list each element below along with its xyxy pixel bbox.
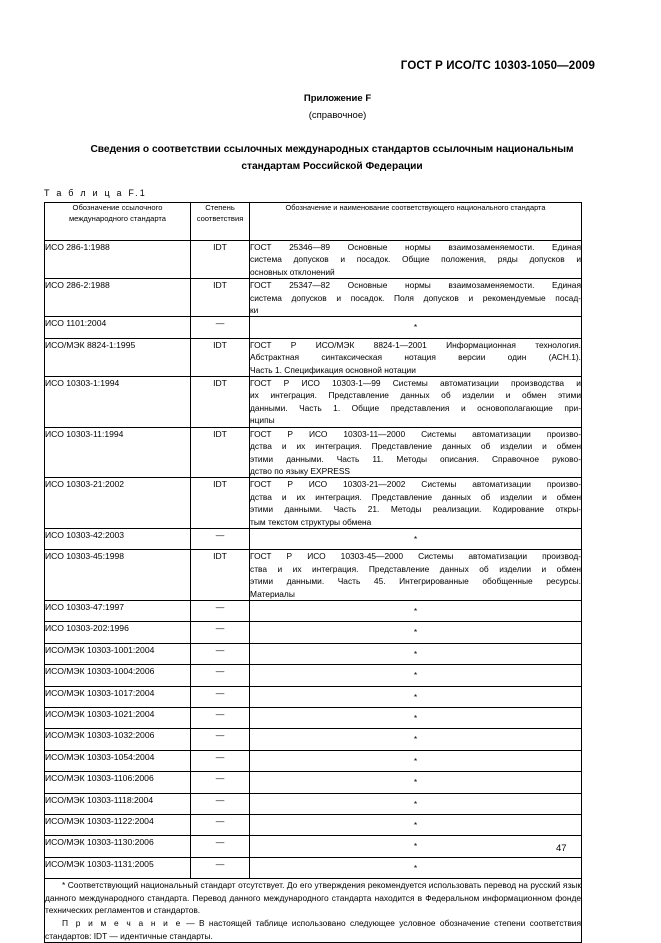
cell-text-line: основных отклонений [250, 266, 335, 277]
cell-national-standard [250, 643, 582, 664]
cell-national-standard [250, 815, 582, 836]
cell-text-line: * [413, 322, 418, 333]
cell-national-standard [250, 279, 582, 317]
cell-national-standard [250, 528, 582, 549]
cell-reference-standard: ИСО/МЭК 10303-1021:2004 [45, 708, 191, 729]
cell-reference-standard: ИСО 10303-47:1997 [45, 600, 191, 621]
footnote-star [45, 879, 581, 917]
cell-degree: — [191, 729, 250, 750]
cell-text-line: * [413, 713, 418, 723]
cell-national-standard [250, 750, 582, 771]
cell-text-line: система допусков и посадок. Общие положения, ряды допусков и [250, 254, 581, 265]
cell-reference-standard: ИСО 10303-21:2002 [45, 478, 191, 529]
cell-text-line: ГОСТ Р ИСО 10303-21—2002 Системы автоматизации произво- [250, 479, 581, 490]
cell-national-standard [250, 772, 582, 793]
cell-text-line: ГОСТ Р ИСО 10303-11—2000 Системы автоматизации произво- [250, 428, 581, 439]
page-title [44, 142, 620, 175]
table-row [45, 317, 582, 338]
footnote-note [45, 917, 581, 942]
page-title-line-2: стандартам Российской Федерации [241, 160, 423, 172]
cell-national-standard [250, 317, 582, 338]
cell-national-standard [250, 665, 582, 686]
table-row [45, 750, 582, 771]
cell-reference-standard: ИСО/МЭК 10303-1131:2005 [45, 857, 191, 878]
cell-text-line: * [413, 691, 418, 702]
table-row [45, 665, 582, 686]
correspondence-table [44, 202, 582, 943]
cell-text-line: Часть 1. Спецификация основной нотации [250, 364, 416, 375]
cell-reference-standard: ИСО 10303-202:1996 [45, 622, 191, 643]
standard-header: ГОСТ Р ИСО/ТС 10303-1050—2009 [400, 60, 595, 72]
cell-text-line: ства и их интеграция. Представление данных об изделии и обмен [250, 563, 581, 574]
cell-text-line: этими данными. Часть 45. Интегрированные обобщенные ресурсы. [250, 576, 581, 587]
cell-text-line: Материалы [250, 588, 295, 599]
cell-degree: IDT [191, 427, 250, 478]
cell-degree: — [191, 600, 250, 621]
cell-text-line: дство по языку EXPRESS [250, 465, 351, 476]
cell-national-standard [250, 338, 582, 376]
cell-reference-standard: ИСО/МЭК 10303-1106:2006 [45, 772, 191, 793]
cell-text-line: * [413, 798, 418, 809]
cell-degree: IDT [191, 241, 250, 279]
cell-reference-standard: ИСО/МЭК 10303-1118:2004 [45, 793, 191, 814]
cell-national-standard [250, 836, 582, 857]
cell-text-line: * [413, 755, 418, 766]
cell-text-line: нципы [250, 415, 275, 426]
cell-degree: IDT [191, 377, 250, 428]
footnote-star-line-2: перевод на русский язык данного международного стандарта. Перевод данного международного стандарта [45, 880, 581, 903]
cell-text-line: этими данными. Часть 21. Методы реализации. Кодирование откры- [250, 504, 581, 515]
table-row [45, 772, 582, 793]
table-row [45, 600, 582, 621]
table-row [45, 815, 582, 836]
cell-text-line: их интеграция. Представление данных об изделии и обмен этими [250, 390, 581, 401]
cell-reference-standard: ИСО/МЭК 10303-1001:2004 [45, 643, 191, 664]
table-row [45, 622, 582, 643]
cell-reference-standard: ИСО 10303-45:1998 [45, 550, 191, 601]
table-body [45, 241, 582, 879]
cell-reference-standard: ИСО 10303-42:2003 [45, 528, 191, 549]
cell-text-line: * [413, 777, 418, 788]
cell-text-line: * [413, 734, 418, 745]
column-header-reference-standard: Обозначение ссылочного международного стандарта [45, 203, 191, 241]
table-row [45, 836, 582, 857]
cell-text-line: ГОСТ Р ИСО/МЭК 8824-1—2001 Информационная технология. [250, 339, 581, 350]
footnote-row [45, 879, 582, 943]
cell-degree: — [191, 857, 250, 878]
cell-degree: — [191, 750, 250, 771]
cell-national-standard [250, 622, 582, 643]
footnote-cell [45, 879, 582, 943]
cell-national-standard [250, 478, 582, 529]
cell-reference-standard: ИСО/МЭК 10303-1130:2006 [45, 836, 191, 857]
table-row [45, 241, 582, 279]
cell-text-line: дства и их интеграция. Представление данных об изделии и обмен [250, 491, 581, 502]
column-header-degree: Степень соответствия [191, 203, 250, 241]
cell-national-standard [250, 793, 582, 814]
cell-national-standard [250, 729, 582, 750]
cell-reference-standard: ИСО 1101:2004 [45, 317, 191, 338]
cell-text-line: * [413, 841, 418, 852]
cell-text-line: * [413, 605, 418, 616]
cell-degree: — [191, 686, 250, 707]
cell-text-line: ГОСТ Р ИСО 10303-45—2000 Системы автоматизации производ- [250, 551, 581, 562]
cell-degree: — [191, 528, 250, 549]
page-title-line-1: Сведения о соответствии ссылочных международных стандартов ссылочным национальным [90, 144, 574, 155]
cell-reference-standard: ИСО/МЭК 10303-1032:2006 [45, 729, 191, 750]
cell-reference-standard: ИСО 286-2:1988 [45, 279, 191, 317]
cell-national-standard [250, 708, 582, 729]
table-header-row [45, 203, 582, 241]
cell-degree: IDT [191, 550, 250, 601]
cell-text-line: * [413, 648, 418, 659]
cell-text-line: дства и их интеграция. Представление данных об изделии и обмен [250, 441, 581, 452]
cell-text-line: * [413, 820, 418, 831]
cell-text-line: * [413, 533, 418, 544]
cell-text-line: * [413, 862, 418, 873]
footnote-star-line-1: * Соответствующий национальный стандарт отсутствует. До его утверждения рекомендуется использовать [62, 880, 482, 891]
cell-degree: — [191, 793, 250, 814]
table-row [45, 427, 582, 478]
cell-national-standard [250, 857, 582, 878]
cell-degree: — [191, 772, 250, 793]
table-row [45, 729, 582, 750]
table-row [45, 279, 582, 317]
cell-degree: — [191, 815, 250, 836]
cell-text-line: * [413, 670, 418, 681]
cell-degree: IDT [191, 279, 250, 317]
cell-national-standard [250, 377, 582, 428]
table-foot [45, 879, 582, 943]
cell-reference-standard: ИСО 10303-11:1994 [45, 427, 191, 478]
table-row [45, 686, 582, 707]
footnote-star-line-3: находится в Федеральном информационном фонде технических регламентов и стандартов. [45, 892, 582, 916]
table-row [45, 643, 582, 664]
cell-reference-standard: ИСО 286-1:1988 [45, 241, 191, 279]
cell-degree: — [191, 317, 250, 338]
table-row [45, 338, 582, 376]
cell-text-line: ки [250, 305, 259, 316]
cell-national-standard [250, 427, 582, 478]
cell-text-line: * [413, 627, 418, 638]
cell-reference-standard: ИСО/МЭК 10303-1004:2006 [45, 665, 191, 686]
cell-text-line: Абстрактная синтаксическая нотация версии один (АСН.1). [250, 352, 581, 363]
cell-national-standard [250, 600, 582, 621]
table-head [45, 203, 582, 241]
table-row [45, 377, 582, 428]
cell-national-standard [250, 241, 582, 279]
cell-degree: — [191, 665, 250, 686]
cell-degree: IDT [191, 338, 250, 376]
cell-text-line: ГОСТ Р ИСО 10303-1—99 Системы автоматизации производства и [250, 378, 581, 389]
table-row [45, 793, 582, 814]
annex-type: (справочное) [308, 110, 367, 121]
cell-national-standard [250, 550, 582, 601]
cell-text-line: данными. Часть 1. Общие представления и основополагающие при- [250, 402, 581, 413]
cell-reference-standard: ИСО 10303-1:1994 [45, 377, 191, 428]
table-row [45, 528, 582, 549]
cell-degree: IDT [191, 478, 250, 529]
footnote-note-label: П р и м е ч а н и е [62, 918, 182, 929]
cell-text-line: этими данными. Часть 11. Методы описания. Справочное руково- [250, 453, 581, 464]
page-number: 47 [556, 843, 567, 854]
footnote-note-line-2: соответствия стандартов: IDT — идентичные стандарты. [45, 918, 582, 941]
cell-text-line: тым текстом структуры обмена [250, 516, 372, 527]
cell-national-standard [250, 686, 582, 707]
table-row [45, 550, 582, 601]
table-row [45, 478, 582, 529]
cell-degree: — [191, 708, 250, 729]
cell-reference-standard: ИСО/МЭК 10303-1122:2004 [45, 815, 191, 836]
cell-reference-standard: ИСО/МЭК 8824-1:1995 [45, 338, 191, 376]
annex-label: Приложение F [303, 93, 372, 104]
table-row [45, 857, 582, 878]
table-row [45, 708, 582, 729]
cell-degree: — [191, 836, 250, 857]
column-header-national-standard: Обозначение и наименование соответствующего национального стандарта [250, 203, 582, 241]
cell-reference-standard: ИСО/МЭК 10303-1054:2004 [45, 750, 191, 771]
cell-text-line: система допусков и посадок. Поля допусков и рекомендуемые посад- [250, 292, 581, 303]
cell-degree: — [191, 622, 250, 643]
cell-reference-standard: ИСО/МЭК 10303-1017:2004 [45, 686, 191, 707]
footnote-note-line-1: — В настоящей таблице использовано следующее условное обозначение степени [181, 918, 526, 929]
cell-text-line: ГОСТ 25347—82 Основные нормы взаимозаменяемости. Единая [250, 280, 581, 291]
table-caption: Т а б л и ц а F.1 [44, 188, 148, 198]
cell-text-line: ГОСТ 25346—89 Основные нормы взаимозаменяемости. Единая [250, 242, 581, 252]
cell-degree: — [191, 643, 250, 664]
